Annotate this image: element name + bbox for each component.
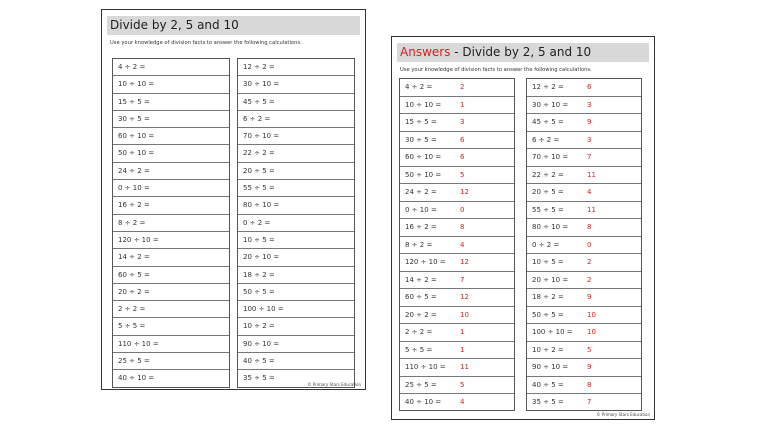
question-text: 4 ÷ 2 =	[405, 83, 433, 91]
question-text: 90 ÷ 10 =	[532, 363, 569, 371]
answer-text: 1	[460, 100, 465, 109]
question-text: 120 ÷ 10 =	[118, 235, 159, 244]
question-text: 20 ÷ 10 =	[532, 275, 569, 284]
answer-text: 9	[587, 293, 592, 301]
question-row	[113, 232, 229, 249]
question-text: 10 ÷ 10 =	[118, 80, 155, 89]
answer-text: 9	[587, 363, 592, 371]
question-text: 30 ÷ 10 =	[532, 100, 569, 109]
answer-text: 1	[460, 345, 465, 354]
question-text: 40 ÷ 10 =	[405, 398, 442, 406]
answer-text: 3	[587, 100, 592, 109]
question-text: 100 ÷ 10 =	[532, 328, 573, 336]
answer-text: 2	[460, 83, 465, 91]
question-text: 6 ÷ 2 =	[532, 135, 560, 144]
question-row	[527, 377, 641, 395]
question-row	[527, 167, 641, 185]
question-row	[113, 249, 229, 266]
answer-sheet-footer: © Primary Stars Education	[596, 412, 650, 417]
question-text: 5 ÷ 5 =	[118, 322, 146, 331]
question-row	[113, 145, 229, 162]
question-text: 60 ÷ 5 =	[405, 293, 437, 301]
answer-text: 4	[460, 398, 465, 406]
answer-text: 6	[460, 135, 465, 144]
question-row	[238, 145, 354, 162]
question-row	[400, 114, 514, 132]
question-text: 24 ÷ 2 =	[405, 188, 437, 196]
question-text: 16 ÷ 2 =	[405, 223, 437, 231]
question-text: 0 ÷ 10 =	[118, 184, 150, 193]
answer-right-column	[526, 78, 642, 411]
question-text: 45 ÷ 5 =	[243, 97, 275, 106]
question-row	[238, 249, 354, 266]
question-row	[113, 180, 229, 197]
answer-text: 3	[587, 135, 592, 144]
answer-text: 12	[460, 188, 469, 196]
question-row	[238, 59, 354, 76]
question-row	[238, 215, 354, 232]
answer-text: 10	[460, 310, 469, 319]
question-text: 0 ÷ 2 =	[243, 218, 271, 227]
question-row	[113, 318, 229, 335]
question-text: 35 ÷ 5 =	[243, 374, 275, 383]
question-text: 8 ÷ 2 =	[405, 240, 433, 249]
question-text: 100 ÷ 10 =	[243, 305, 284, 314]
question-text: 40 ÷ 10 =	[118, 374, 155, 383]
question-text: 35 ÷ 5 =	[532, 398, 564, 406]
question-row	[400, 149, 514, 167]
question-row	[113, 128, 229, 145]
answer-text: 5	[460, 170, 465, 179]
answer-text: 11	[587, 170, 596, 179]
answer-text: 4	[587, 188, 592, 196]
question-text: 50 ÷ 10 =	[118, 149, 155, 158]
question-text: 5 ÷ 5 =	[405, 345, 433, 354]
worksheet-footer: © Primary Stars Education	[307, 382, 361, 387]
question-row	[238, 301, 354, 318]
question-row	[113, 353, 229, 370]
question-text: 0 ÷ 2 =	[532, 240, 560, 249]
answer-text: 3	[460, 118, 465, 126]
question-row	[400, 132, 514, 150]
question-text: 50 ÷ 10 =	[405, 170, 442, 179]
question-text: 110 ÷ 10 =	[118, 339, 159, 348]
question-row	[527, 114, 641, 132]
question-text: 16 ÷ 2 =	[118, 201, 150, 210]
question-row	[113, 301, 229, 318]
question-row	[238, 318, 354, 335]
question-row	[113, 94, 229, 111]
question-row	[238, 284, 354, 301]
question-text: 0 ÷ 10 =	[405, 205, 437, 214]
question-text: 14 ÷ 2 =	[118, 253, 150, 262]
question-row	[400, 359, 514, 377]
worksheet	[101, 9, 366, 390]
question-row	[527, 289, 641, 307]
question-row	[527, 184, 641, 202]
question-text: 20 ÷ 2 =	[405, 310, 437, 319]
question-text: 2 ÷ 2 =	[118, 305, 146, 314]
answer-text: 9	[587, 118, 592, 126]
answer-text: 10	[587, 328, 596, 336]
answers-label: Answers	[400, 45, 451, 59]
question-row	[238, 111, 354, 128]
question-row	[113, 111, 229, 128]
question-row	[238, 163, 354, 180]
question-row	[527, 97, 641, 115]
answer-sheet	[391, 36, 655, 420]
question-row	[238, 76, 354, 93]
question-row	[238, 232, 354, 249]
question-text: 70 ÷ 10 =	[243, 132, 280, 141]
question-row	[400, 289, 514, 307]
question-row	[113, 197, 229, 214]
answer-text: 8	[460, 223, 465, 231]
question-row	[238, 197, 354, 214]
answer-text: 11	[460, 363, 469, 371]
question-row	[400, 377, 514, 395]
question-row	[113, 336, 229, 353]
worksheet-title: Divide by 2, 5 and 10	[107, 16, 360, 35]
answer-text: 5	[460, 380, 465, 389]
question-row	[400, 272, 514, 290]
question-row	[400, 307, 514, 325]
question-row	[400, 254, 514, 272]
worksheet-instructions: Use your knowledge of division facts to answer the following calculations.	[110, 40, 302, 46]
question-row	[527, 272, 641, 290]
answer-text: 4	[460, 240, 465, 249]
question-text: 45 ÷ 5 =	[532, 118, 564, 126]
question-text: 10 ÷ 5 =	[243, 235, 275, 244]
question-row	[238, 267, 354, 284]
question-row	[527, 254, 641, 272]
answer-text: 8	[587, 380, 592, 389]
question-text: 22 ÷ 2 =	[532, 170, 564, 179]
question-text: 18 ÷ 2 =	[532, 293, 564, 301]
question-row	[527, 324, 641, 342]
question-text: 20 ÷ 5 =	[532, 188, 564, 196]
question-text: 50 ÷ 5 =	[243, 287, 275, 296]
question-text: 10 ÷ 2 =	[243, 322, 275, 331]
answer-text: 1	[460, 328, 465, 336]
answer-text: 0	[460, 205, 465, 214]
question-text: 22 ÷ 2 =	[243, 149, 275, 158]
answer-text: 6	[460, 153, 465, 161]
question-text: 10 ÷ 2 =	[532, 345, 564, 354]
question-row	[400, 394, 514, 412]
question-text: 80 ÷ 10 =	[243, 201, 280, 210]
question-text: 30 ÷ 10 =	[243, 80, 280, 89]
answer-text: 2	[587, 275, 592, 284]
answer-text: 0	[587, 240, 592, 249]
question-row	[238, 128, 354, 145]
answer-sheet-instructions: Use your knowledge of division facts to answer the following calculations.	[400, 67, 592, 73]
question-row	[400, 219, 514, 237]
worksheet-right-column	[237, 58, 355, 388]
answer-text: 11	[587, 205, 596, 214]
question-row	[113, 59, 229, 76]
question-text: 10 ÷ 10 =	[405, 100, 442, 109]
question-text: 30 ÷ 5 =	[405, 135, 437, 144]
question-text: 25 ÷ 5 =	[118, 357, 150, 366]
answer-sheet-title	[397, 43, 649, 62]
question-row	[400, 167, 514, 185]
question-text: 50 ÷ 5 =	[532, 310, 564, 319]
question-text: 6 ÷ 2 =	[243, 114, 271, 123]
answer-text: 10	[587, 310, 596, 319]
question-row	[113, 284, 229, 301]
question-row	[400, 202, 514, 220]
question-text: 40 ÷ 5 =	[243, 357, 275, 366]
question-text: 14 ÷ 2 =	[405, 275, 437, 284]
question-row	[400, 237, 514, 255]
question-text: 60 ÷ 10 =	[118, 132, 155, 141]
question-row	[238, 336, 354, 353]
question-text: 20 ÷ 2 =	[118, 287, 150, 296]
question-text: 80 ÷ 10 =	[532, 223, 569, 231]
question-text: 8 ÷ 2 =	[118, 218, 146, 227]
answer-text: 5	[587, 345, 592, 354]
question-row	[527, 394, 641, 412]
question-row	[400, 184, 514, 202]
question-row	[113, 215, 229, 232]
question-text: 25 ÷ 5 =	[405, 380, 437, 389]
question-row	[527, 202, 641, 220]
question-text: 2 ÷ 2 =	[405, 328, 433, 336]
question-row	[400, 79, 514, 97]
answer-text: 2	[587, 258, 592, 266]
question-row	[113, 267, 229, 284]
question-row	[238, 353, 354, 370]
question-row	[400, 324, 514, 342]
question-row	[527, 342, 641, 360]
question-row	[527, 149, 641, 167]
question-text: 40 ÷ 5 =	[532, 380, 564, 389]
question-row	[113, 370, 229, 387]
question-text: 70 ÷ 10 =	[532, 153, 569, 161]
answer-text: 12	[460, 258, 469, 266]
question-row	[527, 132, 641, 150]
question-row	[113, 163, 229, 180]
question-row	[400, 342, 514, 360]
question-text: 110 ÷ 10 =	[405, 363, 446, 371]
question-text: 90 ÷ 10 =	[243, 339, 280, 348]
question-text: 15 ÷ 5 =	[405, 118, 437, 126]
question-text: 55 ÷ 5 =	[243, 184, 275, 193]
question-text: 12 ÷ 2 =	[532, 83, 564, 91]
question-row	[113, 76, 229, 93]
question-text: 20 ÷ 10 =	[243, 253, 280, 262]
answer-text: 7	[587, 398, 592, 406]
question-row	[527, 307, 641, 325]
answer-text: 12	[460, 293, 469, 301]
answer-text: 7	[460, 275, 465, 284]
question-text: 30 ÷ 5 =	[118, 114, 150, 123]
question-text: 18 ÷ 2 =	[243, 270, 275, 279]
question-text: 60 ÷ 10 =	[405, 153, 442, 161]
question-text: 60 ÷ 5 =	[118, 270, 150, 279]
question-text: 24 ÷ 2 =	[118, 166, 150, 175]
question-text: 55 ÷ 5 =	[532, 205, 564, 214]
question-text: 20 ÷ 5 =	[243, 166, 275, 175]
answer-title-rest: - Divide by 2, 5 and 10	[450, 45, 592, 59]
question-text: 10 ÷ 5 =	[532, 258, 564, 266]
question-row	[527, 79, 641, 97]
question-text: 12 ÷ 2 =	[243, 63, 275, 71]
question-row	[238, 94, 354, 111]
question-row	[400, 97, 514, 115]
answer-left-column	[399, 78, 515, 411]
answer-text: 6	[587, 83, 592, 91]
question-row	[527, 237, 641, 255]
worksheet-left-column	[112, 58, 230, 388]
question-text: 15 ÷ 5 =	[118, 97, 150, 106]
question-text: 4 ÷ 2 =	[118, 63, 146, 71]
question-row	[238, 180, 354, 197]
answer-text: 8	[587, 223, 592, 231]
answer-text: 7	[587, 153, 592, 161]
question-text: 120 ÷ 10 =	[405, 258, 446, 266]
question-row	[527, 359, 641, 377]
question-row	[527, 219, 641, 237]
